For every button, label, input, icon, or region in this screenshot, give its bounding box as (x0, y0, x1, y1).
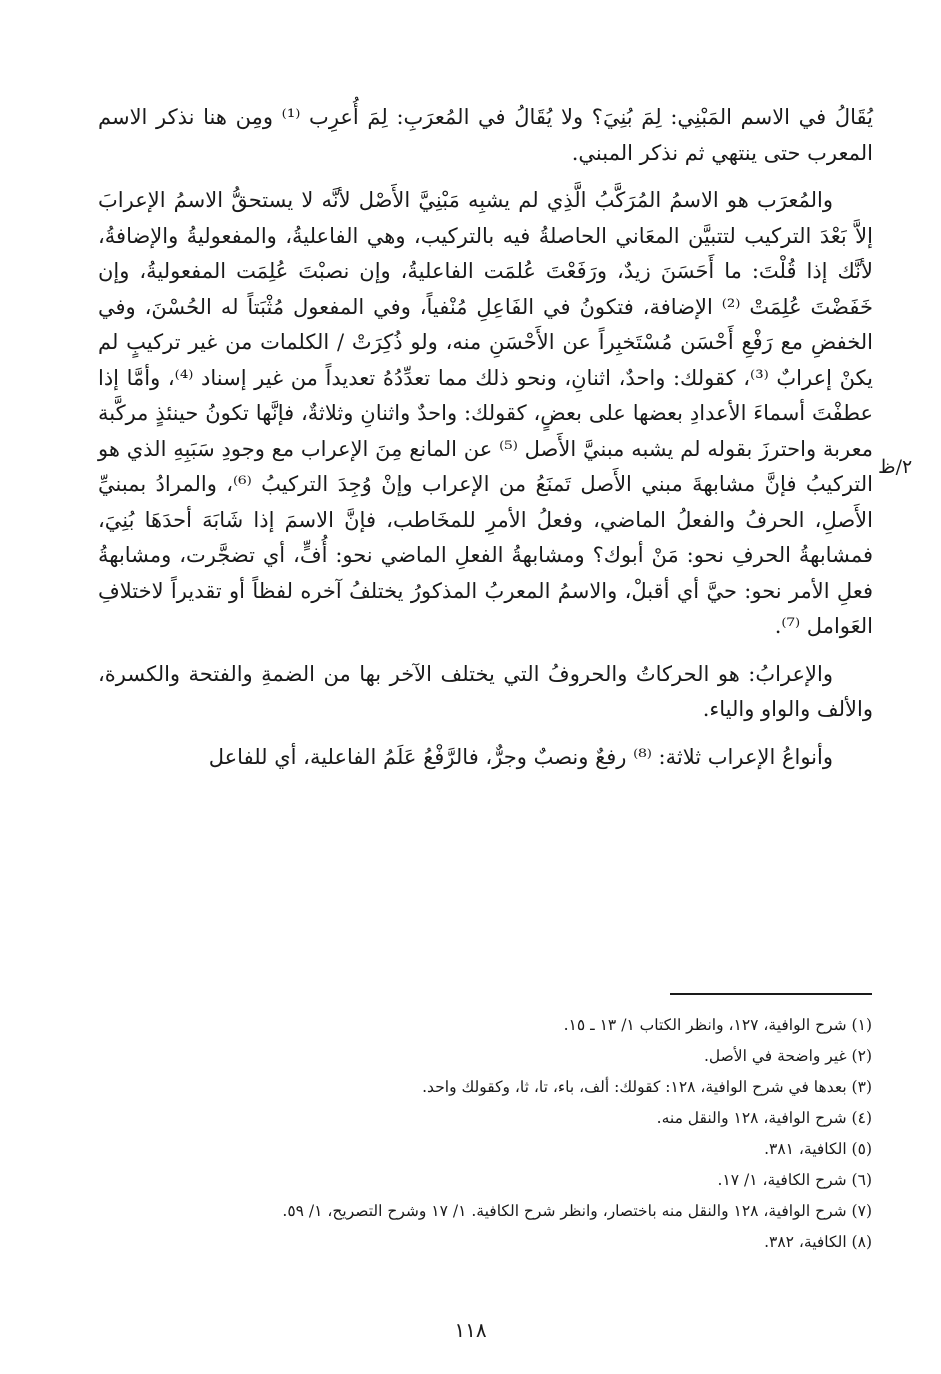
footnote-2: (٢) غير واضحة في الأصل. (703, 1047, 872, 1065)
footnote-7: (٧) شرح الوافية، ١٢٨ والنقل منه باختصار، وانظر شرح الكافية. ١/ ١٧ وشرح التصريح، ١/ ٥٩. (282, 1202, 872, 1220)
footnote-6: (٦) شرح الكافية، ١/ ١٧. (717, 1171, 872, 1189)
page-number: ١١٨ (454, 1318, 487, 1342)
footnote-5: (٥) الكافية، ٣٨١. (764, 1140, 872, 1158)
footnote-4: (٤) شرح الوافية، ١٢٨ والنقل منه. (656, 1109, 872, 1127)
footnote-3: (٣) بعدها في شرح الوافية، ١٢٨: كقولك: ألف، باء، تا، ثا، وكقولك واحد. (422, 1078, 872, 1096)
manuscript-folio-marker: ٢/ظ (878, 456, 913, 478)
paragraph-1: يُقَالُ في الاسم المَبْنِي: لِمَ بُنِيَ؟ ولا يُقَالُ في المُعرَبِ: لِمَ أُعرِب ⁽¹⁾ ومِن هنا نذكر الاسم المعرب حتى ينتهي ثم نذكر المبني. (98, 105, 873, 165)
paragraph-2: والمُعرَب هو الاسمُ المُرَكَّبُ الَّذِي لم يشبِه مَبْنِيَّ الأَصْل لأنَّه لا يستحقُّ الاسمُ الإعرابَ إلاَّ بَعْدَ التركيب لتتبيَّن المعَاني الحاصلةُ فيه بالتركيب، وهي الفاعليةُ، والمفعوليةُ والإضافةُ، لأنَّك إذا قُلْتَ: ما أَحَسَنَ زيدٌ، ورَفَعْتَ عُلمَت الفاعليةُ، وإن نصبْتَ عُلِمَت المفعوليةُ، وإن خَفَضْتَ عُلِمَتْ ⁽²⁾ الإضافة، فتكونُ في الفَاعِلِ مُنْفياً، وفي المفعول مُثْبَتاً له الحُسْنَ، وفي الخفضِ مع رَفْعِ أَحْسَن مُسْتَخبِراً عن الأَحْسَنِ منه، ولو ذُكِرَتْ / الكلمات من غير تركيبٍ لم يكنْ إعرابٌ ⁽³⁾، كقولك: واحدٌ، اثنانِ، ونحو ذلك مما تعدِّدُهُ تعديداً من غير إسناد ⁽⁴⁾، وأمَّا إذا عطفْتَ أسماءَ الأعدادِ بعضها على بعضٍ، كقولك: واحدٌ واثنانِ وثلاثةٌ، فإنَّها تكونُ حينئذٍ مركَّبة معربة واحترزَ بقوله لم يشبه مبنيَّ الأَصل ⁽⁵⁾ عن المانع مِنَ الإعراب مع وجودِ سَبَبِهِ الذي هو التركيبُ فإنَّ مشابهةَ مبني الأَصل تَمنَعُ من الإعراب وإنْ وُجِدَ التركيبُ ⁽⁶⁾، والمرادُ بمبنيِّ الأَصلِ، الحرفُ والفعلُ الماضي، وفعلُ الأمرِ للمخَاطب، فإنَّ الاسمَ إذا شَابَهَ أحدَهَا بُنِيَ، فمشابهةُ الحرفِ نحو: مَنْ أبوك؟ ومشابهةُ الفعلِ الماضي نحو: أُفٍّ، أي تضجَّرت، ومشابهةُ فعلِ الأمر نحو: حيَّ أي أقبلْ، والاسمُ المعربُ المذكورُ يختلفُ آخره لفظاً أو تقديراً لاختلافِ العَوامل ⁽⁷⁾. (98, 188, 873, 638)
paragraph-4: وأنواعُ الإعراب ثلاثة: ⁽⁸⁾ رفعٌ ونصبٌ وجرٌّ، فالرَّفْعُ عَلَمُ الفاعلية، أي للفاعل (208, 744, 833, 769)
footnote-separator (670, 993, 872, 995)
main-text (98, 100, 873, 787)
footnote-8: (٨) الكافية، ٣٨٢. (764, 1233, 872, 1251)
footnotes (140, 1010, 872, 1258)
paragraph-3: والإعرابُ: هو الحركاتُ والحروفُ التي يختلف الآخر بها من الضمةِ والفتحة والكسرة، والألف والواو والياء. (98, 661, 873, 721)
footnote-1: (١) شرح الوافية، ١٢٧، وانظر الكتاب ١/ ١٣ ـ ١٥. (563, 1016, 872, 1034)
